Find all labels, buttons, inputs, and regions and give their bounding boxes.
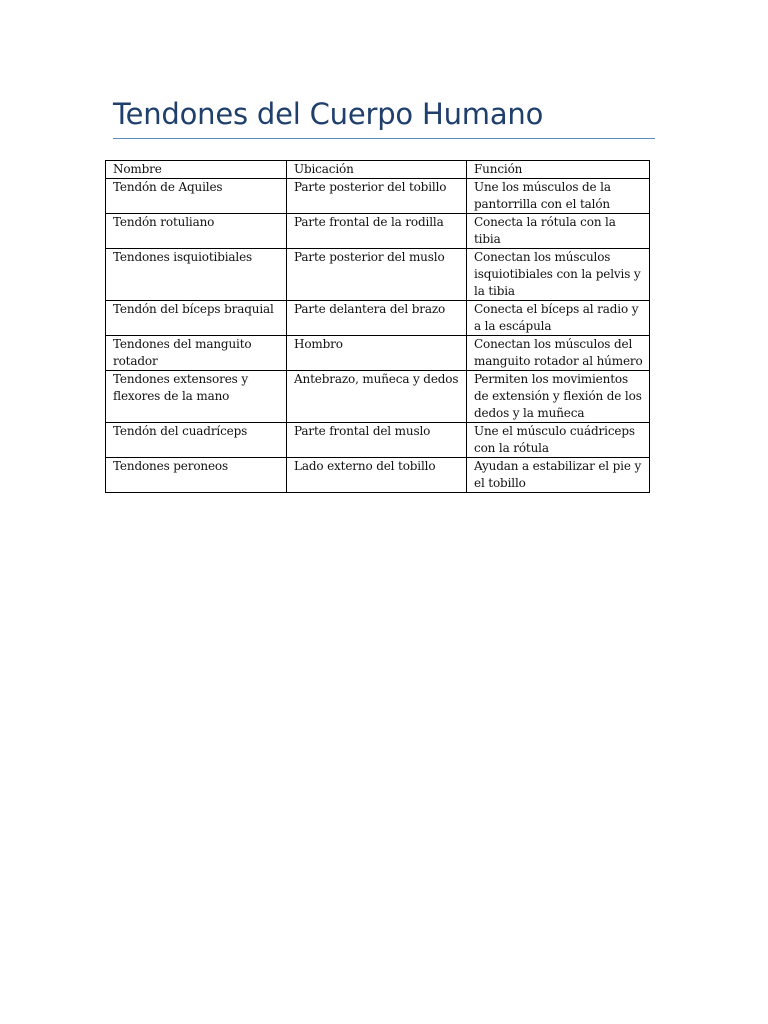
cell-nombre: Tendón del cuadríceps (106, 423, 287, 458)
table-row (106, 214, 650, 249)
cell-funcion: Conecta la rótula con la tibia (467, 214, 650, 249)
cell-funcion: Permiten los movimientos de extensión y flexión de los dedos y la muñeca (467, 371, 650, 423)
document-title: Tendones del Cuerpo Humano (113, 97, 544, 131)
cell-ubicacion: Hombro (287, 336, 467, 371)
cell-ubicacion: Parte delantera del brazo (287, 301, 467, 336)
table-row (106, 336, 650, 371)
cell-ubicacion: Parte frontal de la rodilla (287, 214, 467, 249)
header-funcion: Función (467, 161, 650, 179)
cell-ubicacion: Lado externo del tobillo (287, 458, 467, 493)
cell-funcion: Conectan los músculos del manguito rotador al húmero (467, 336, 650, 371)
header-nombre: Nombre (106, 161, 287, 179)
cell-funcion: Ayudan a estabilizar el pie y el tobillo (467, 458, 650, 493)
cell-nombre: Tendones extensores y flexores de la mano (106, 371, 287, 423)
tendons-table (105, 160, 650, 493)
cell-ubicacion: Parte frontal del muslo (287, 423, 467, 458)
cell-nombre: Tendón de Aquiles (106, 179, 287, 214)
cell-funcion: Conectan los músculos isquiotibiales con la pelvis y la tibia (467, 249, 650, 301)
table-row (106, 458, 650, 493)
cell-funcion: Conecta el bíceps al radio y a la escápula (467, 301, 650, 336)
cell-ubicacion: Antebrazo, muñeca y dedos (287, 371, 467, 423)
header-ubicacion: Ubicación (287, 161, 467, 179)
cell-nombre: Tendones del manguito rotador (106, 336, 287, 371)
table-row (106, 423, 650, 458)
table-row (106, 249, 650, 301)
cell-nombre: Tendones peroneos (106, 458, 287, 493)
table-row (106, 301, 650, 336)
cell-nombre: Tendón del bíceps braquial (106, 301, 287, 336)
cell-funcion: Une los músculos de la pantorrilla con el talón (467, 179, 650, 214)
cell-nombre: Tendones isquiotibiales (106, 249, 287, 301)
cell-ubicacion: Parte posterior del tobillo (287, 179, 467, 214)
table-row (106, 371, 650, 423)
title-underline (113, 138, 655, 139)
table-row (106, 179, 650, 214)
cell-ubicacion: Parte posterior del muslo (287, 249, 467, 301)
cell-nombre: Tendón rotuliano (106, 214, 287, 249)
table-header-row (106, 161, 650, 179)
cell-funcion: Une el músculo cuádriceps con la rótula (467, 423, 650, 458)
